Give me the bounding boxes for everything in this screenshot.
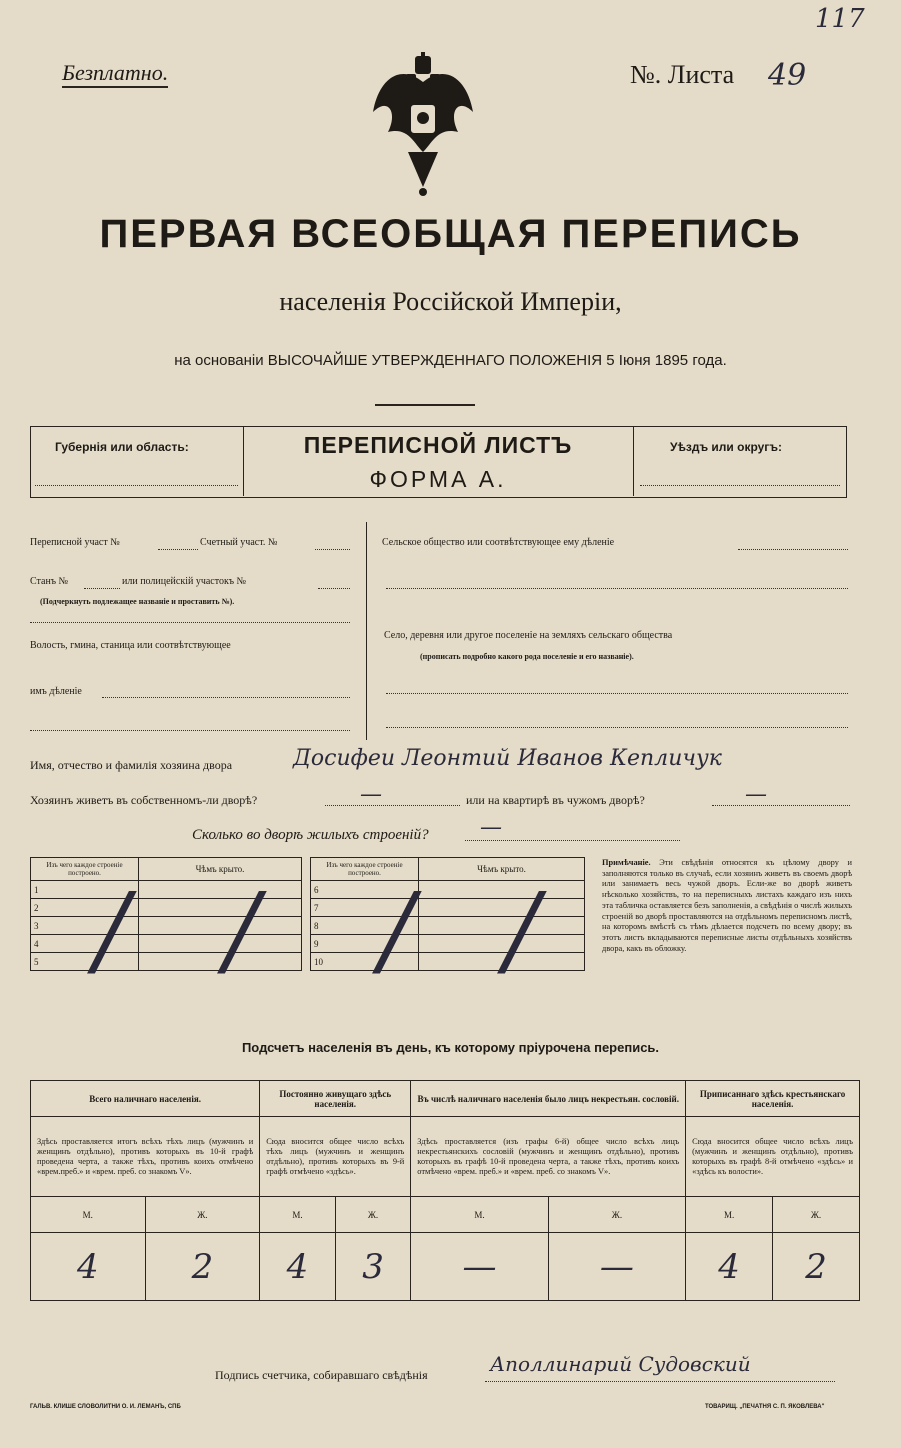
row-number: 9 bbox=[311, 935, 419, 953]
gubernia-label: Губернія или область: bbox=[55, 440, 189, 454]
sheet-number-value: 49 bbox=[768, 58, 807, 93]
female-header: Ж. bbox=[548, 1197, 685, 1233]
roof-header: Чѣмъ крыто. bbox=[419, 858, 585, 881]
own-yard-label: Хозяинъ живетъ въ собственномъ-ли дворѣ? bbox=[30, 793, 258, 807]
buildings-label: Сколько во дворѣ жилыхъ строеній? bbox=[192, 827, 429, 843]
count-value: — bbox=[548, 1233, 685, 1301]
column-desc: Здѣсь проставляется (изъ графы 6-й) общее число всѣхъ лицъ некрестьянскихъ сословій (мужчинъ и женщинъ отдѣльно), противъ которыхъ въ графѣ 10-й проведена черта, а также тѣхъ, противъ коихъ отмѣчено «врем. преб.» и «врем. преб. со знакомъ V». bbox=[411, 1117, 686, 1197]
count-value: 2 bbox=[145, 1233, 260, 1301]
owner-name-value: Досифеи Леонтий Иванов Кепличук bbox=[293, 746, 722, 771]
volost-label: Волость, гмина, станица или соотвѣтствующее bbox=[30, 640, 231, 651]
count-value: 2 bbox=[773, 1233, 860, 1301]
note-text: Эти свѣдѣнія относятся къ цѣлому двору и заполняются только въ случаѣ, если хозяинъ живетъ въ своемъ дворѣ или занимаетъ весь чужой дворъ. Если-же во дворѣ живетъ нѣсколько хозяйствъ, то на переписныхъ листахъ каждаго изъ нихъ эта табличка оставляется безъ заполненія, а свѣдѣнія о числѣ жилыхъ строеній во дворѣ проставляются на отдѣльномъ переписномъ листѣ, на которомъ вмѣстѣ съ тѣмъ дѣлается подсчетъ по всему двору; въ этотъ листъ вкладываются переписные листы отдѣльныхъ хозяйствъ двора, какъ въ обложку. bbox=[602, 858, 853, 953]
stan-label: Станъ № bbox=[30, 576, 69, 587]
count-value: 4 bbox=[260, 1233, 336, 1301]
row-number: 10 bbox=[311, 953, 419, 971]
count-value: 4 bbox=[686, 1233, 773, 1301]
village-note: (прописать подробно какого рода поселеніе и его названіе). bbox=[420, 652, 634, 661]
row-number: 7 bbox=[311, 899, 419, 917]
count-heading: Подсчетъ населенія въ день, къ которому пріурочена перепись. bbox=[241, 1040, 660, 1055]
population-count-table bbox=[30, 1080, 860, 1301]
count-value: 3 bbox=[335, 1233, 411, 1301]
column-title: Въ числѣ наличнаго населенія было лицъ некрестьян. сословій. bbox=[411, 1081, 686, 1117]
hand-mark: / bbox=[380, 871, 414, 988]
column-desc: Здѣсь проставляется итогъ всѣхъ тѣхъ лицъ (мужчинъ и женщинъ отдѣльно), противъ которыхъ въ 10-й графѣ проведена черта, а также тѣхъ, противъ коихъ отмѣчено «врем.преб.» и «врем. преб. со знакомъ V». bbox=[31, 1117, 260, 1197]
row-number: 1 bbox=[31, 881, 139, 899]
free-label: Безплатно. bbox=[62, 60, 168, 88]
count-value: — bbox=[411, 1233, 548, 1301]
female-header: Ж. bbox=[773, 1197, 860, 1233]
note-block bbox=[602, 858, 852, 954]
roof-header: Чѣмъ крыто. bbox=[139, 858, 302, 881]
female-header: Ж. bbox=[335, 1197, 411, 1233]
column-title: Приписаннаго здѣсь крестьянскаго населенія. bbox=[686, 1081, 860, 1117]
row-number: 2 bbox=[31, 899, 139, 917]
subtitle: населенія Россійской Имперіи, bbox=[279, 287, 622, 316]
row-number: 6 bbox=[311, 881, 419, 899]
rented-label: или на квартирѣ въ чужомъ дворѣ? bbox=[466, 793, 645, 807]
signature-value: Аполлинарий Судовский bbox=[490, 1352, 751, 1376]
footer-left: ГАЛЬВ. КЛИШЕ СЛОВОЛИТНИ О. И. ЛЕМАНЪ, СПБ bbox=[30, 1404, 181, 1410]
male-header: М. bbox=[686, 1197, 773, 1233]
buildings-table-left bbox=[30, 857, 302, 971]
counting-area-label: Счетный участ. № bbox=[200, 537, 278, 548]
sheet-number-label: №. Листа bbox=[630, 60, 735, 89]
uezd-label: Уѣздъ или округъ: bbox=[670, 440, 783, 454]
column-title: Всего наличнаго населенія. bbox=[31, 1081, 260, 1117]
ornament-divider bbox=[375, 404, 475, 406]
footer-right: ТОВАРИЩ. „ПЕЧАТНЯ С. П. ЯКОВЛЕВА" bbox=[705, 1404, 825, 1410]
column-desc: Сюда вносится общее число всѣхъ лицъ (мужчинъ и женщинъ отдѣльно), противъ которыхъ въ графѣ 8-й отмѣчено «здѣсь» и «здѣсь къ волости». bbox=[686, 1117, 860, 1197]
row-number: 5 bbox=[31, 953, 139, 971]
hand-mark: / bbox=[505, 871, 539, 988]
form-subtitle: ФОРМА А. bbox=[369, 466, 507, 492]
underline-note: (Подчеркнуть подлежащее названіе и проставить №). bbox=[40, 597, 235, 606]
own-yard-value: — bbox=[360, 782, 382, 807]
male-header: М. bbox=[411, 1197, 548, 1233]
form-title: ПЕРЕПИСНОЙ ЛИСТЪ bbox=[303, 432, 573, 458]
column-desc: Сюда вносится общее число всѣхъ тѣхъ лицъ (мужчинъ и женщинъ отдѣльно), противъ которыхъ въ 9-й графѣ отмѣчено «здѣсь». bbox=[260, 1117, 411, 1197]
hand-mark: / bbox=[95, 871, 129, 988]
rural-society-label: Сельское общество или соотвѣтствующее ему дѣленіе bbox=[382, 537, 615, 548]
coat-of-arms-icon bbox=[368, 52, 478, 197]
main-title: ПЕРВАЯ ВСЕОБЩАЯ ПЕРЕПИСЬ bbox=[99, 212, 802, 256]
note-heading: Примѣчаніе. bbox=[602, 858, 651, 867]
row-number: 3 bbox=[31, 917, 139, 935]
buildings-table-right bbox=[310, 857, 585, 971]
row-number: 8 bbox=[311, 917, 419, 935]
count-value: 4 bbox=[31, 1233, 146, 1301]
column-title: Постоянно живущаго здѣсь населенія. bbox=[260, 1081, 411, 1117]
signature-label: Подпись счетчика, собиравшаго свѣдѣнія bbox=[215, 1368, 428, 1382]
hand-mark: / bbox=[225, 871, 259, 988]
male-header: М. bbox=[260, 1197, 336, 1233]
female-header: Ж. bbox=[145, 1197, 260, 1233]
rented-value: — bbox=[745, 782, 767, 807]
page-number: 117 bbox=[815, 4, 865, 34]
row-number: 4 bbox=[31, 935, 139, 953]
owner-label: Имя, отчество и фамилія хозяина двора bbox=[30, 758, 233, 772]
police-area-label: или полицейскій участокъ № bbox=[122, 576, 247, 587]
male-header: М. bbox=[31, 1197, 146, 1233]
basis-line: на основаніи ВЫСОЧАЙШЕ УТВЕРЖДЕННАГО ПОЛОЖЕНІЯ 5 Іюня 1895 года. bbox=[174, 352, 727, 369]
material-header: Изъ чего каждое строеніе построено. bbox=[31, 858, 139, 881]
buildings-value: — bbox=[480, 815, 502, 840]
material-header: Изъ чего каждое строеніе построено. bbox=[311, 858, 419, 881]
volost-label-2: имъ дѣленіе bbox=[30, 686, 82, 697]
census-area-label: Переписной участ № bbox=[30, 537, 120, 548]
village-label: Село, деревня или другое поселеніе на земляхъ сельскаго общества bbox=[384, 630, 673, 641]
